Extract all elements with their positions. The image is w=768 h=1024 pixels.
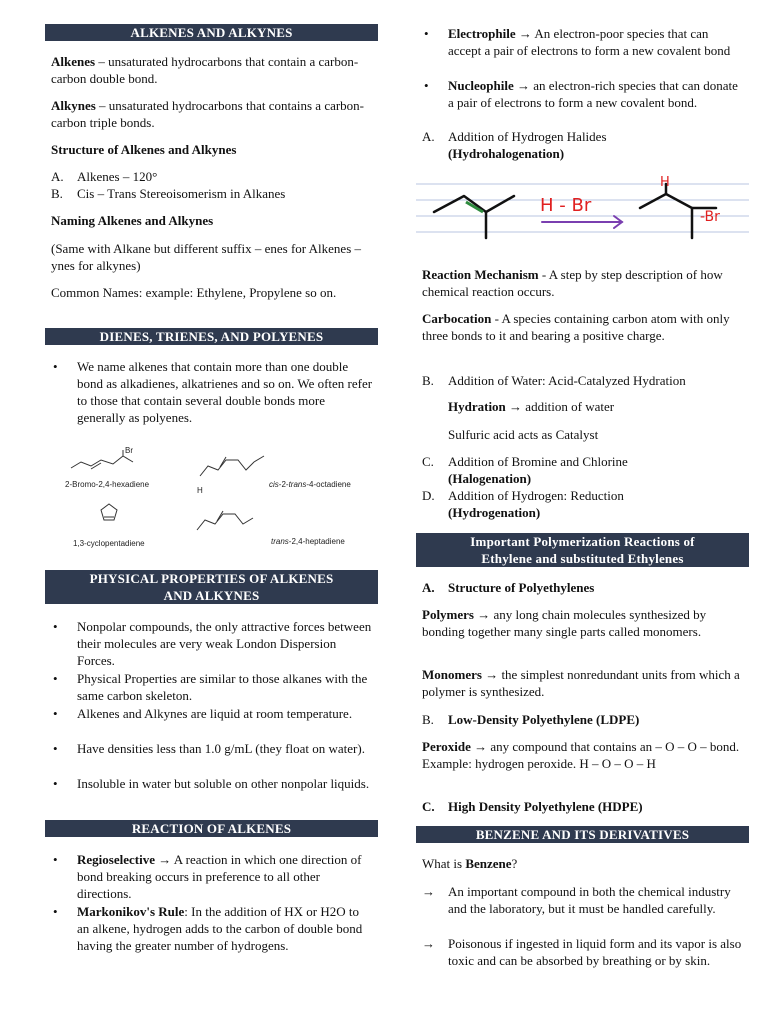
label-heptadiene: trans-2,4-heptadiene (271, 537, 345, 546)
common-names: Common Names: example: Ethylene, Propylene so on. (51, 285, 337, 300)
peroxide-definition: Peroxide → any compound that contains an – O – O – bond. Example: hydrogen peroxide. H – O – O – H (422, 739, 740, 771)
hydration: Hydration → addition of water (448, 399, 615, 414)
structure-title: Structure of Alkenes and Alkynes (51, 142, 237, 157)
alkynes-def: – unsaturated hydrocarbons that contains a carbon-carbon triple bonds. (51, 98, 365, 130)
alkynes-term: Alkynes (51, 98, 96, 113)
product-h-label: H (660, 175, 670, 190)
section-header-polymerization: Important Polymerization Reactions of Ethylene and substituted Ethylenes (416, 533, 749, 567)
polymers-definition: Polymers → any long chain molecules synthesized by bonding together many single parts called monomers. (422, 607, 707, 639)
heptadiene-skeleton (197, 514, 253, 530)
product-br-label: -Br (700, 209, 720, 225)
alkenes-def: – unsaturated hydrocarbons that contain a carbon-carbon double bond. (51, 54, 359, 86)
label-cyclopentadiene: 1,3-cyclopentadiene (73, 539, 145, 548)
monomers-definition: Monomers → the simplest nonredundant units from which a polymer is synthesized. (422, 667, 740, 699)
hexadiene-skeleton (71, 456, 123, 468)
label-octadiene: cis-2-trans-4-octadiene (269, 480, 351, 489)
alkynes-definition (51, 97, 373, 131)
naming-note: (Same with Alkane but different suffix – enes for Alkenes –ynes for alkynes) (51, 241, 362, 273)
section-header-benzene: BENZENE AND ITS DERIVATIVES (416, 826, 749, 843)
atom-label-br: Br (125, 446, 133, 455)
alkene-skeleton (434, 196, 514, 212)
label-bromo-hexadiene: 2-Bromo-2,4-hexadiene (65, 480, 150, 489)
alkenes-term: Alkenes (51, 54, 96, 69)
naming-title: Naming Alkenes and Alkynes (51, 213, 214, 228)
octadiene-skeleton (200, 456, 264, 476)
section-header-physical-properties: PHYSICAL PROPERTIES OF ALKENES AND ALKYNES (45, 570, 378, 604)
reagent-label: H - Br (540, 195, 592, 216)
cyclopentadiene-ring (101, 504, 117, 520)
section-header-reaction: REACTION OF ALKENES (45, 820, 378, 837)
arrow-icon: → (422, 936, 435, 951)
bullet-icon: • (53, 359, 58, 374)
polyene-structures (45, 440, 378, 550)
arrow-icon: → (422, 884, 435, 899)
section-header-dienes: DIENES, TRIENES, AND POLYENES (45, 328, 378, 345)
atom-label-h: H (197, 486, 203, 495)
carbocation: Carbocation - A species containing carbon atom with only three bonds to it and bearing a positive charge. (422, 311, 730, 343)
what-is-benzene: What is Benzene? (422, 856, 518, 871)
sulfuric-acid: Sulfuric acid acts as Catalyst (448, 427, 599, 442)
section-header-alkenes-alkynes: ALKENES AND ALKYNES (45, 24, 378, 41)
alkenes-definition (51, 53, 373, 87)
reaction-mechanism: Reaction Mechanism - A step by step description of how chemical reaction occurs. (422, 267, 723, 299)
